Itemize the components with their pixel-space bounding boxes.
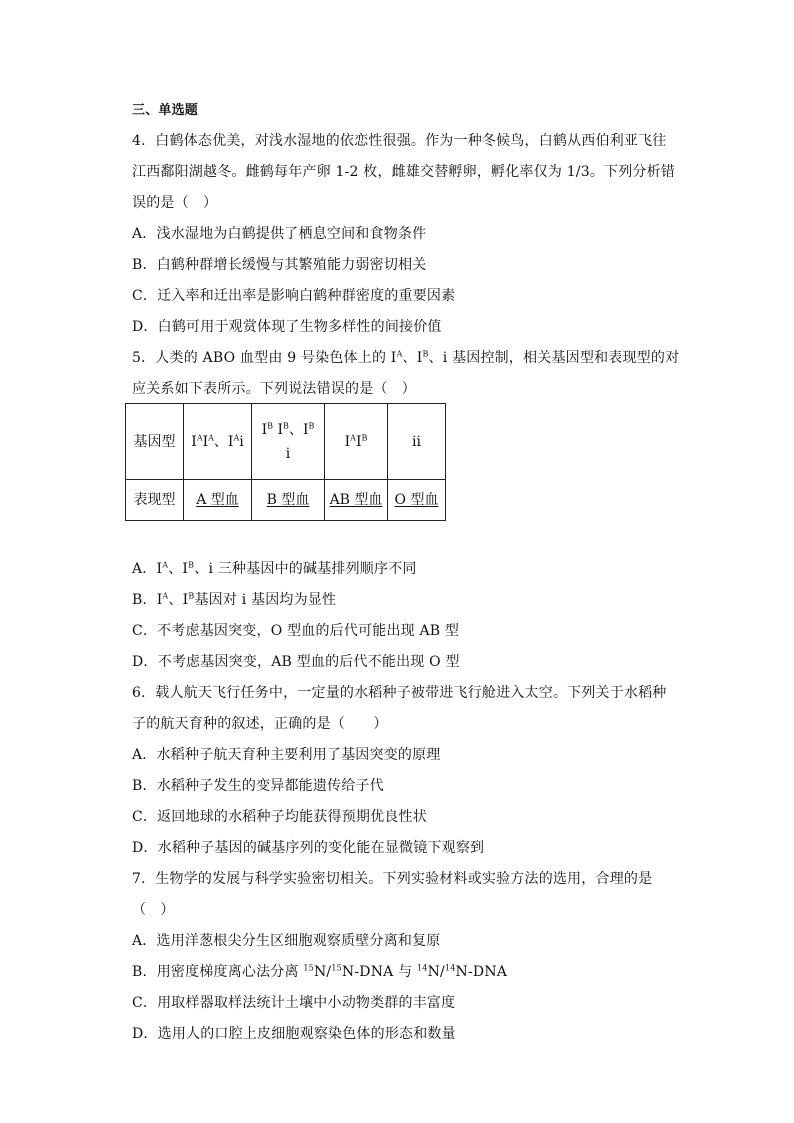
genotype-ib: $I^B$ $I^B$、$I^B$ i: [252, 404, 325, 480]
phenotype-b: B 型血: [252, 480, 325, 521]
q4-option-a: A．浅水湿地为白鹤提供了栖息空间和食物条件: [132, 226, 427, 242]
q7-stem-line-2: （ ）: [132, 902, 175, 918]
genotype-ab: $I^AI^B$: [325, 404, 388, 480]
q6-option-d: D．水稻种子基因的碱基序列的变化能在显微镜下观察到: [132, 840, 485, 856]
q4-option-b: B．白鹤种群增长缓慢与其繁殖能力弱密切相关: [132, 257, 427, 273]
genotype-phenotype-table: [125, 403, 446, 521]
phenotype-a: A 型血: [184, 480, 252, 521]
q7-stem-line-1: 7．生物学的发展与科学实验密切相关。下列实验材料或实验方法的选用，合理的是: [132, 871, 653, 887]
genotype-header: 基因型: [126, 404, 184, 480]
phenotype-ab: AB 型血: [325, 480, 388, 521]
q5-option-a: A．$I^A$、$I^B$、i 三种基因中的碱基排列顺序不同: [132, 560, 417, 577]
q5-option-c: C．不考虑基因突变，O 型血的后代可能出现 AB 型: [132, 623, 460, 639]
genotype-ii: ii: [388, 404, 446, 480]
section-heading: 三、单选题: [132, 103, 199, 118]
q4-option-d: D．白鹤可用于观赏体现了生物多样性的间接价值: [132, 319, 442, 335]
q4-option-c: C．迁入率和迁出率是影响白鹤种群密度的重要因素: [132, 288, 456, 304]
q5-stem-line-2: 应关系如下表所示。下列说法错误的是（ ）: [132, 381, 416, 397]
phenotype-o: O 型血: [388, 480, 446, 521]
q5-stem-line-1: 5．人类的 ABO 血型由 9 号染色体上的 $I^A$、$I^B$、i 基因控制，相关基因型和表现型的对: [132, 349, 680, 366]
q4-stem-line-1: 4．白鹤体态优美，对浅水湿地的依恋性很强。作为一种冬候鸟，白鹤从西伯利亚飞往: [132, 133, 667, 149]
q5-option-d: D．不考虑基因突变，AB 型血的后代不能出现 O 型: [132, 654, 460, 670]
q4-stem-line-2: 江西鄱阳湖越冬。雌鹤每年产卵 1-2 枚，雌雄交替孵卵，孵化率仅为 1/3。下列分析错: [132, 164, 676, 180]
q6-stem-line-2: 子的航天育种的叙述，正确的是（ ）: [132, 716, 388, 732]
phenotype-header: 表现型: [126, 480, 184, 521]
genotype-ia: $I^AI^A$、$I^Ai$: [184, 404, 252, 480]
q6-stem-line-1: 6．载人航天飞行任务中，一定量的水稻种子被带进飞行舱进入太空。下列关于水稻种: [132, 685, 667, 701]
q7-option-c: C．用取样器取样法统计土壤中小动物类群的丰富度: [132, 995, 456, 1011]
q6-option-c: C．返回地球的水稻种子均能获得预期优良性状: [132, 809, 427, 825]
q7-option-d: D．选用人的口腔上皮细胞观察染色体的形态和数量: [132, 1026, 456, 1042]
genotype-row: [126, 404, 446, 480]
phenotype-row: [126, 480, 446, 521]
q5-option-b: B．$I^A$、$I^B$基因对 i 基因均为显性: [132, 591, 337, 608]
q6-option-a: A．水稻种子航天育种主要利用了基因突变的原理: [132, 747, 441, 763]
q6-option-b: B．水稻种子发生的变异都能遗传给子代: [132, 778, 384, 794]
q7-option-a: A．选用洋葱根尖分生区细胞观察质壁分离和复原: [132, 933, 441, 949]
q7-option-b: B．用密度梯度离心法分离 $^{15}$N/$^{15}$N-DNA 与 $^{14}$N/$^{14}$N-DNA: [132, 963, 508, 980]
q4-stem-line-3: 误的是（ ）: [132, 195, 218, 211]
